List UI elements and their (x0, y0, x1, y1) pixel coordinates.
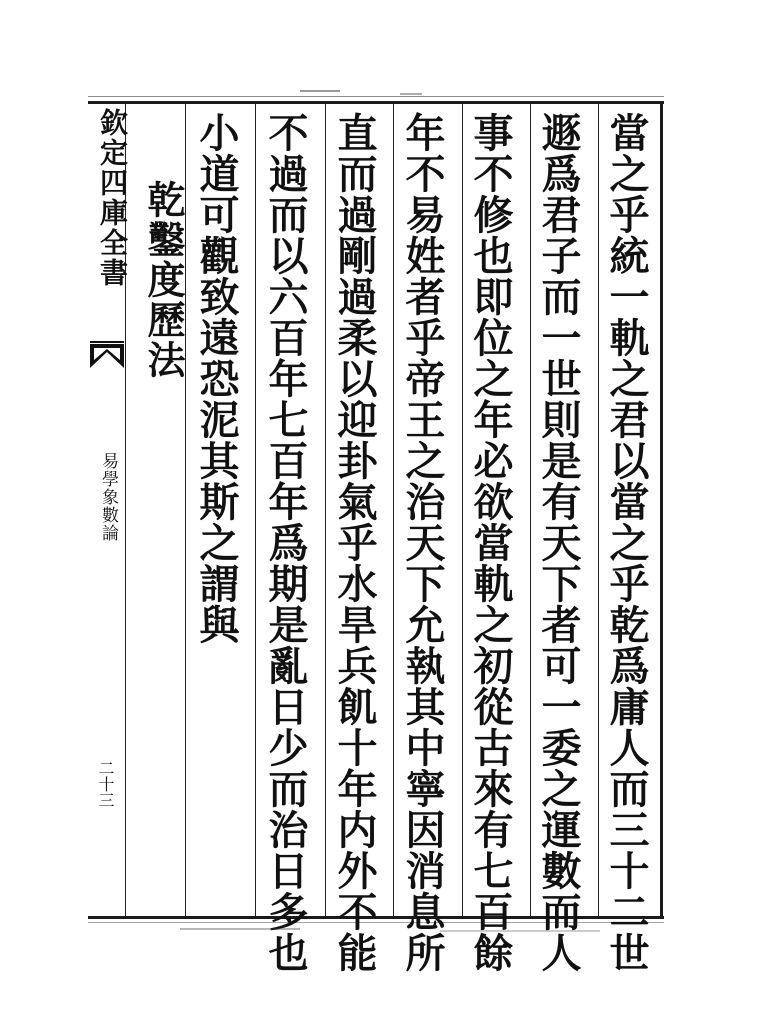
column-divider (462, 104, 463, 916)
right-border (660, 101, 663, 919)
text-column-5: 直而過剛過柔以迎卦氣乎水旱兵飢十年内外不能 (331, 112, 378, 973)
scan-speck (400, 93, 422, 95)
text-column-7: 小道可觀致遠恐泥其斯之謂與 (193, 112, 240, 645)
fishtail-mark-icon (90, 340, 124, 370)
text-column-1: 當之乎統一軌之君以當之乎乾爲庸人而三十二世 (603, 112, 650, 973)
text-column-6: 不過而以六百年七百年爲期是亂日少而治日多也 (262, 112, 309, 973)
text-column-3: 事不修也即位之年必欲當軌之初從古來有七百餘 (467, 112, 514, 973)
scan-speck (300, 90, 340, 92)
book-title: 易學象數論 (98, 452, 118, 542)
column-divider (530, 104, 531, 916)
column-divider (325, 104, 326, 916)
text-column-4: 年不易姓者乎帝王之治天下允執其中寧因消息所 (399, 112, 446, 973)
scan-speck (180, 928, 300, 930)
text-column-2: 遯爲君子而一世則是有天下者可一委之運數而人 (535, 112, 582, 973)
collection-title: 欽定四庫全書 (96, 108, 129, 288)
column-divider (393, 104, 394, 916)
section-title: 乾鑿度歷法 (141, 180, 186, 380)
top-rule-thin (88, 96, 664, 97)
column-divider (255, 104, 256, 916)
column-divider (598, 104, 599, 916)
top-border (88, 101, 664, 104)
page-number: 二十三 (96, 760, 115, 808)
scan-speck (440, 930, 600, 932)
